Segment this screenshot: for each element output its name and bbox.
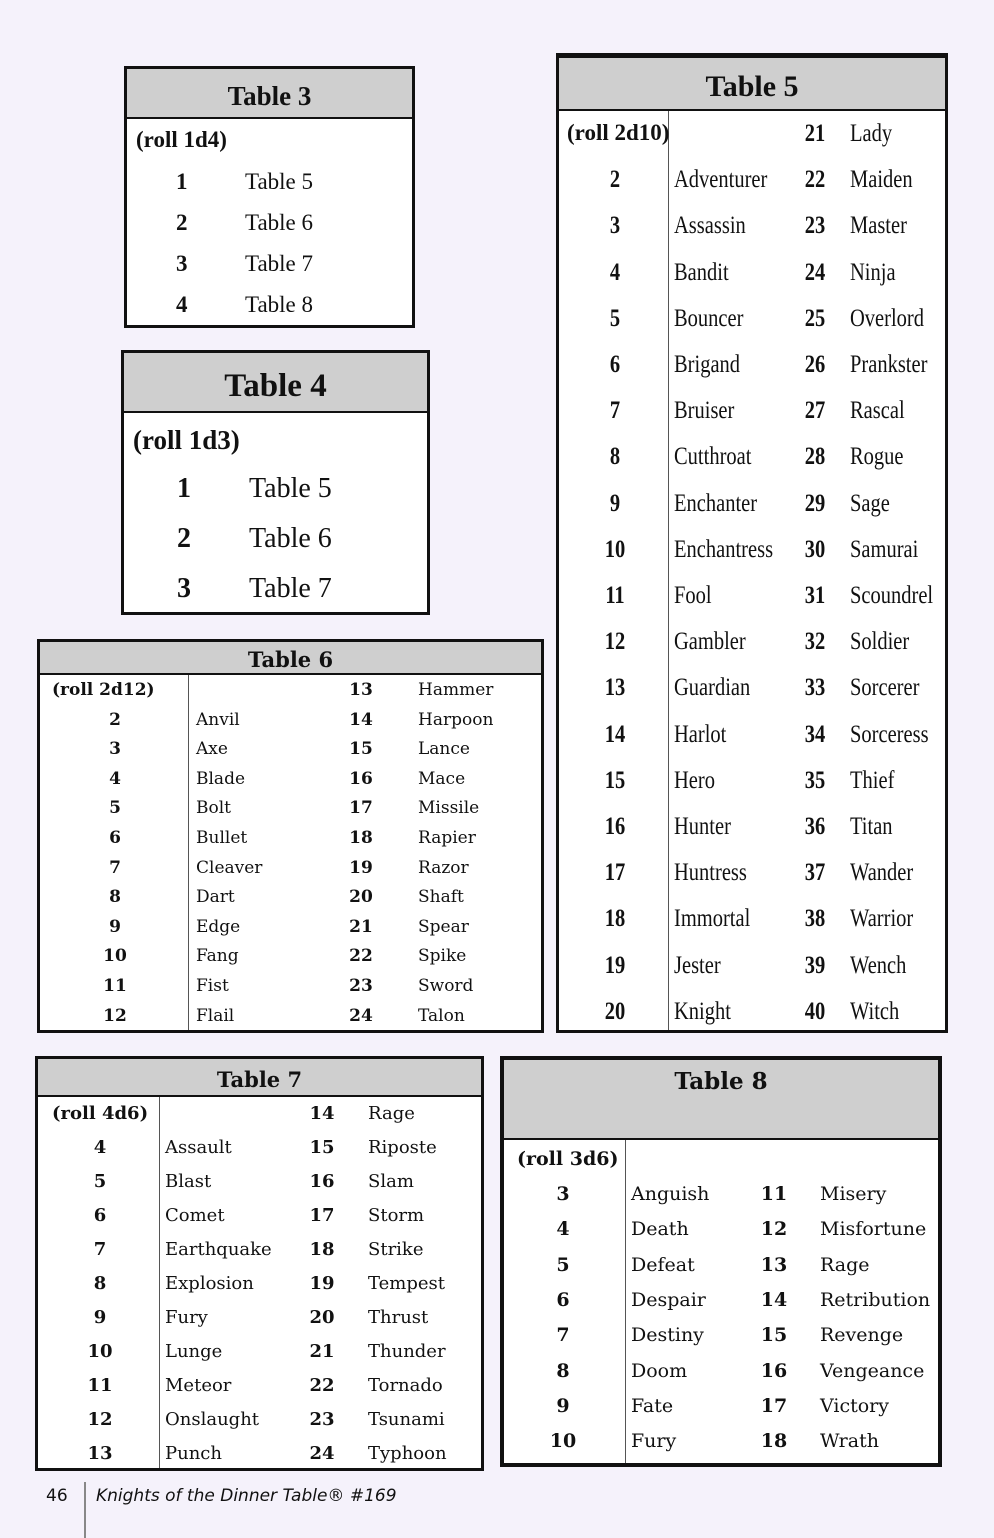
table-7-roll-value: 14 bbox=[309, 1103, 335, 1124]
table-5-result: Hunter bbox=[674, 813, 731, 840]
table-8-roll-value: 12 bbox=[760, 1218, 788, 1241]
table-6-result: Talon bbox=[418, 1005, 465, 1026]
table-5-result: Witch bbox=[850, 997, 900, 1025]
table-6-result: Missile bbox=[418, 798, 480, 819]
table-5-result: Maiden bbox=[850, 166, 913, 194]
table-5-result: Rogue bbox=[850, 443, 904, 471]
table-6-roll-value: 23 bbox=[349, 976, 373, 996]
table-7-result: Tsunami bbox=[368, 1409, 445, 1430]
table-8-result: Misery bbox=[820, 1183, 887, 1205]
table-6-result: Hammer bbox=[418, 680, 494, 700]
table-7-roll-value: 22 bbox=[309, 1375, 335, 1396]
table-6-roll-value: 4 bbox=[109, 768, 121, 789]
table-3-roll-value: 1 bbox=[176, 169, 188, 194]
table-8-roll-value: 15 bbox=[760, 1324, 788, 1347]
table-7-roll-value: 8 bbox=[93, 1273, 107, 1294]
table-5-roll-value: 14 bbox=[604, 720, 626, 748]
table-8-roll-value: 16 bbox=[760, 1359, 788, 1382]
table-7-roll: (roll 4d6) bbox=[52, 1103, 149, 1124]
table-7-result: Earthquake bbox=[165, 1239, 272, 1260]
table-4 bbox=[121, 350, 430, 615]
table-5-result: Brigand bbox=[674, 351, 741, 378]
table-5-result: Huntress bbox=[674, 859, 747, 887]
table-7-divider bbox=[159, 1097, 160, 1468]
table-7-roll-value: 21 bbox=[309, 1341, 335, 1362]
table-5-roll-value: 19 bbox=[604, 951, 626, 979]
table-4-roll-value: 3 bbox=[177, 573, 191, 604]
table-5-title: Table 5 bbox=[559, 58, 945, 111]
table-6-roll-value: 5 bbox=[109, 798, 121, 819]
table-8-result: Anguish bbox=[631, 1183, 710, 1205]
table-5-roll-value: 39 bbox=[804, 951, 826, 979]
table-3-roll-value: 4 bbox=[176, 292, 188, 317]
table-6-roll-value: 8 bbox=[109, 887, 121, 908]
table-5-roll-value: 2 bbox=[609, 166, 621, 194]
table-7-roll-value: 5 bbox=[93, 1171, 107, 1192]
table-5-result: Jester bbox=[674, 951, 721, 979]
table-5-roll-value: 15 bbox=[604, 766, 626, 794]
table-5-roll-value: 37 bbox=[804, 859, 826, 887]
table-5-roll-value: 18 bbox=[604, 905, 626, 933]
table-5-result: Hero bbox=[674, 766, 715, 794]
table-5-result: Harlot bbox=[674, 720, 727, 748]
table-7-roll-value: 16 bbox=[309, 1171, 335, 1192]
table-6-result: Cleaver bbox=[196, 857, 263, 878]
table-8-roll-value: 7 bbox=[556, 1324, 570, 1347]
table-5-result: Titan bbox=[850, 813, 893, 840]
table-6-result: Flail bbox=[196, 1005, 235, 1026]
table-5-roll-value: 25 bbox=[804, 304, 826, 332]
table-5-roll-value: 30 bbox=[804, 535, 826, 563]
table-8-result: Victory bbox=[820, 1394, 889, 1417]
table-6-roll-value: 12 bbox=[103, 1005, 127, 1026]
table-5-roll-value: 9 bbox=[609, 489, 621, 517]
table-7-result: Thunder bbox=[368, 1341, 446, 1362]
table-8-result: Revenge bbox=[820, 1324, 904, 1347]
table-8-result: Retribution bbox=[820, 1288, 931, 1311]
table-7-result: Assault bbox=[165, 1137, 232, 1158]
table-3-result: Table 6 bbox=[245, 210, 314, 235]
table-7-roll-value: 10 bbox=[87, 1341, 113, 1362]
table-6-result: Lance bbox=[418, 739, 470, 760]
table-3-result: Table 5 bbox=[245, 169, 314, 194]
table-6-roll: (roll 2d12) bbox=[52, 680, 155, 700]
table-6-divider bbox=[188, 675, 189, 1030]
table-8-divider bbox=[625, 1140, 626, 1463]
table-5-result: Wench bbox=[850, 951, 907, 979]
table-7-result: Lunge bbox=[165, 1341, 223, 1362]
table-5-roll-value: 24 bbox=[804, 258, 826, 286]
table-7-roll-value: 15 bbox=[309, 1137, 335, 1158]
table-6-roll-value: 17 bbox=[349, 798, 373, 819]
table-5-result: Soldier bbox=[850, 628, 910, 656]
table-5-roll-value: 22 bbox=[804, 166, 826, 194]
table-5-roll-value: 28 bbox=[804, 443, 826, 471]
table-7-roll-value: 18 bbox=[309, 1239, 335, 1260]
table-7-roll-value: 7 bbox=[93, 1239, 107, 1260]
table-8-roll-value: 8 bbox=[556, 1359, 570, 1382]
table-5-result: Prankster bbox=[850, 351, 928, 378]
table-5-result: Overlord bbox=[850, 304, 925, 332]
table-6-roll-value: 3 bbox=[109, 739, 121, 760]
table-3-title: Table 3 bbox=[127, 69, 412, 119]
table-6-result: Harpoon bbox=[418, 709, 494, 730]
table-6-title: Table 6 bbox=[40, 642, 541, 675]
table-6-result: Mace bbox=[418, 768, 466, 789]
table-8-roll-value: 17 bbox=[760, 1394, 788, 1417]
table-5-roll-value: 33 bbox=[804, 674, 826, 702]
table-5-result: Knight bbox=[674, 997, 731, 1025]
table-5-result: Rascal bbox=[850, 397, 905, 425]
table-5-result: Sage bbox=[850, 489, 890, 517]
table-6-roll-value: 2 bbox=[109, 709, 121, 730]
table-6-roll-value: 19 bbox=[349, 857, 373, 878]
table-6-result: Anvil bbox=[196, 709, 240, 730]
table-8-roll-value: 5 bbox=[556, 1253, 570, 1276]
table-5-roll-value: 40 bbox=[804, 997, 826, 1025]
table-8-result: Death bbox=[631, 1218, 689, 1241]
table-6-roll-value: 18 bbox=[349, 828, 373, 848]
table-5-roll-value: 11 bbox=[605, 582, 625, 609]
table-4-roll-value: 2 bbox=[177, 523, 191, 554]
table-7 bbox=[35, 1056, 484, 1471]
table-5-result: Thief bbox=[850, 766, 895, 794]
table-6-roll-value: 15 bbox=[349, 739, 373, 760]
table-6-result: Rapier bbox=[418, 828, 476, 848]
table-5-roll-value: 31 bbox=[804, 582, 826, 609]
table-7-result: Slam bbox=[368, 1171, 414, 1192]
table-4-roll: (roll 1d3) bbox=[133, 425, 240, 455]
table-5-result: Warrior bbox=[850, 905, 914, 933]
table-6-result: Shaft bbox=[418, 887, 464, 908]
table-7-title: Table 7 bbox=[38, 1059, 481, 1097]
table-8-roll-value: 14 bbox=[760, 1288, 788, 1311]
table-5-result: Master bbox=[850, 212, 907, 240]
table-6-result: Bullet bbox=[196, 828, 248, 848]
table-6-result: Axe bbox=[196, 739, 228, 760]
table-7-roll-value: 13 bbox=[87, 1443, 113, 1464]
table-5-divider bbox=[668, 111, 669, 1030]
table-5-result: Fool bbox=[674, 582, 712, 609]
table-7-roll-value: 20 bbox=[309, 1307, 335, 1328]
table-7-roll-value: 23 bbox=[309, 1409, 335, 1430]
table-6-result: Sword bbox=[418, 976, 474, 996]
table-7-result: Comet bbox=[165, 1205, 225, 1226]
table-6-roll-value: 7 bbox=[109, 857, 121, 878]
table-5-result: Cutthroat bbox=[674, 443, 752, 471]
table-3-result: Table 8 bbox=[245, 292, 314, 317]
table-6-roll-value: 16 bbox=[349, 768, 373, 789]
table-8-result: Misfortune bbox=[820, 1218, 927, 1241]
table-6-roll-value: 24 bbox=[349, 1005, 373, 1026]
table-4-result: Table 5 bbox=[249, 473, 332, 504]
table-7-roll-value: 19 bbox=[309, 1273, 335, 1294]
table-7-result: Strike bbox=[368, 1239, 424, 1260]
table-8-roll-value: 10 bbox=[549, 1430, 577, 1453]
table-8-roll-value: 6 bbox=[556, 1288, 570, 1311]
table-5-roll-value: 10 bbox=[604, 535, 626, 563]
table-3 bbox=[124, 66, 415, 328]
table-5-roll-value: 26 bbox=[804, 351, 826, 378]
table-7-roll-value: 6 bbox=[93, 1205, 107, 1226]
table-8-roll-value: 13 bbox=[760, 1253, 788, 1276]
table-7-result: Blast bbox=[165, 1171, 212, 1192]
table-7-roll-value: 9 bbox=[93, 1307, 107, 1328]
table-8-result: Fury bbox=[631, 1430, 677, 1453]
table-5-roll-value: 36 bbox=[804, 813, 826, 840]
table-6-result: Spear bbox=[418, 916, 469, 937]
table-5-roll: (roll 2d10) bbox=[567, 120, 670, 145]
table-6-result: Fang bbox=[196, 946, 239, 967]
table-5-result: Adventurer bbox=[674, 166, 768, 194]
footer-divider bbox=[84, 1482, 86, 1538]
table-7-roll-value: 24 bbox=[309, 1443, 335, 1464]
table-5-result: Lady bbox=[850, 120, 893, 147]
table-6-result: Razor bbox=[418, 857, 469, 878]
table-8-roll: (roll 3d6) bbox=[517, 1148, 619, 1170]
table-6-roll-value: 11 bbox=[103, 976, 127, 996]
table-8-result: Fate bbox=[631, 1394, 674, 1417]
table-8-title: Table 8 bbox=[504, 1060, 938, 1140]
table-5-result: Sorceress bbox=[850, 720, 929, 748]
table-7-result: Tornado bbox=[368, 1375, 443, 1396]
table-7-roll-value: 17 bbox=[309, 1205, 335, 1226]
table-7-result: Storm bbox=[368, 1205, 425, 1226]
page-number: 46 bbox=[46, 1486, 68, 1506]
table-5-result: Assassin bbox=[674, 212, 746, 240]
table-7-result: Meteor bbox=[165, 1375, 232, 1396]
table-4-roll-value: 1 bbox=[177, 473, 191, 504]
table-5-result: Wander bbox=[850, 859, 914, 887]
table-8-result: Despair bbox=[631, 1288, 706, 1311]
table-6-roll-value: 13 bbox=[349, 680, 373, 700]
table-6 bbox=[37, 639, 544, 1033]
table-7-result: Explosion bbox=[165, 1273, 254, 1294]
table-7-result: Onslaught bbox=[165, 1409, 260, 1430]
table-5-roll-value: 13 bbox=[604, 674, 626, 702]
table-5-result: Guardian bbox=[674, 674, 751, 702]
table-5-result: Scoundrel bbox=[850, 582, 934, 609]
table-8-roll-value: 4 bbox=[556, 1218, 570, 1241]
table-8-result: Doom bbox=[631, 1359, 688, 1382]
table-7-result: Rage bbox=[368, 1103, 415, 1124]
table-4-title: Table 4 bbox=[124, 353, 427, 413]
table-5-roll-value: 32 bbox=[804, 628, 826, 656]
table-5-roll-value: 20 bbox=[604, 997, 626, 1025]
table-5-result: Enchantress bbox=[674, 535, 774, 563]
table-3-roll: (roll 1d4) bbox=[136, 127, 227, 152]
table-7-result: Riposte bbox=[368, 1137, 437, 1158]
table-4-result: Table 6 bbox=[249, 523, 332, 554]
table-8-roll-value: 18 bbox=[760, 1430, 788, 1453]
table-5-roll-value: 16 bbox=[604, 813, 626, 840]
table-6-roll-value: 6 bbox=[109, 828, 121, 848]
table-8-result: Destiny bbox=[631, 1324, 704, 1347]
table-6-result: Blade bbox=[196, 768, 246, 789]
table-3-roll-value: 3 bbox=[176, 251, 188, 276]
table-6-roll-value: 21 bbox=[349, 916, 373, 937]
table-6-result: Edge bbox=[196, 916, 241, 937]
table-5-roll-value: 35 bbox=[804, 766, 826, 794]
table-6-result: Spike bbox=[418, 946, 467, 967]
table-5-roll-value: 12 bbox=[604, 628, 626, 656]
table-5-result: Ninja bbox=[850, 258, 896, 286]
table-5-roll-value: 8 bbox=[609, 443, 621, 471]
table-5-result: Samurai bbox=[850, 535, 919, 563]
table-5-roll-value: 7 bbox=[609, 397, 621, 425]
table-8-roll-value: 3 bbox=[556, 1183, 570, 1205]
table-5-roll-value: 38 bbox=[804, 905, 826, 933]
table-5-result: Enchanter bbox=[674, 489, 758, 517]
table-6-result: Fist bbox=[196, 976, 229, 996]
table-5-roll-value: 27 bbox=[804, 397, 826, 425]
table-7-result: Fury bbox=[165, 1307, 208, 1328]
table-5-roll-value: 3 bbox=[609, 212, 621, 240]
table-6-result: Bolt bbox=[196, 798, 231, 819]
table-5-roll-value: 5 bbox=[609, 304, 621, 332]
table-5-result: Sorcerer bbox=[850, 674, 920, 702]
table-5-roll-value: 34 bbox=[804, 720, 826, 748]
table-3-result: Table 7 bbox=[245, 251, 314, 276]
table-5-result: Bouncer bbox=[674, 304, 744, 332]
table-6-roll-value: 14 bbox=[349, 709, 373, 730]
table-8-result: Vengeance bbox=[820, 1359, 925, 1382]
table-7-result: Thrust bbox=[368, 1307, 429, 1328]
table-7-result: Tempest bbox=[368, 1273, 445, 1294]
table-6-roll-value: 20 bbox=[349, 887, 373, 908]
table-8-result: Rage bbox=[820, 1253, 870, 1276]
table-6-roll-value: 9 bbox=[109, 916, 121, 937]
table-5-result: Bruiser bbox=[674, 397, 735, 425]
table-5-roll-value: 4 bbox=[609, 258, 621, 286]
table-8-result: Defeat bbox=[631, 1253, 695, 1276]
table-5-roll-value: 17 bbox=[604, 859, 626, 887]
table-5-roll-value: 23 bbox=[804, 212, 826, 240]
table-6-roll-value: 10 bbox=[103, 946, 127, 967]
table-5-result: Immortal bbox=[674, 905, 751, 933]
table-5-roll-value: 21 bbox=[804, 120, 826, 147]
table-5-roll-value: 29 bbox=[804, 489, 826, 517]
table-5-roll-value: 6 bbox=[609, 351, 621, 378]
table-3-roll-value: 2 bbox=[176, 210, 188, 235]
table-6-roll-value: 22 bbox=[349, 946, 373, 967]
table-8-result: Wrath bbox=[820, 1430, 879, 1453]
publication-title: Knights of the Dinner Table® #169 bbox=[96, 1486, 397, 1506]
table-7-roll-value: 11 bbox=[87, 1375, 113, 1396]
table-5 bbox=[556, 53, 948, 1033]
table-4-result: Table 7 bbox=[249, 573, 332, 604]
table-5-result: Bandit bbox=[674, 258, 729, 286]
table-7-roll-value: 4 bbox=[93, 1137, 107, 1158]
table-7-roll-value: 12 bbox=[87, 1409, 113, 1430]
table-8 bbox=[500, 1056, 942, 1467]
table-7-result: Typhoon bbox=[368, 1443, 447, 1464]
table-8-roll-value: 9 bbox=[556, 1394, 570, 1417]
table-6-result: Dart bbox=[196, 887, 235, 908]
table-5-result: Gambler bbox=[674, 628, 746, 656]
table-8-roll-value: 11 bbox=[760, 1183, 788, 1205]
table-7-result: Punch bbox=[165, 1443, 222, 1464]
page-footer bbox=[0, 1482, 994, 1538]
